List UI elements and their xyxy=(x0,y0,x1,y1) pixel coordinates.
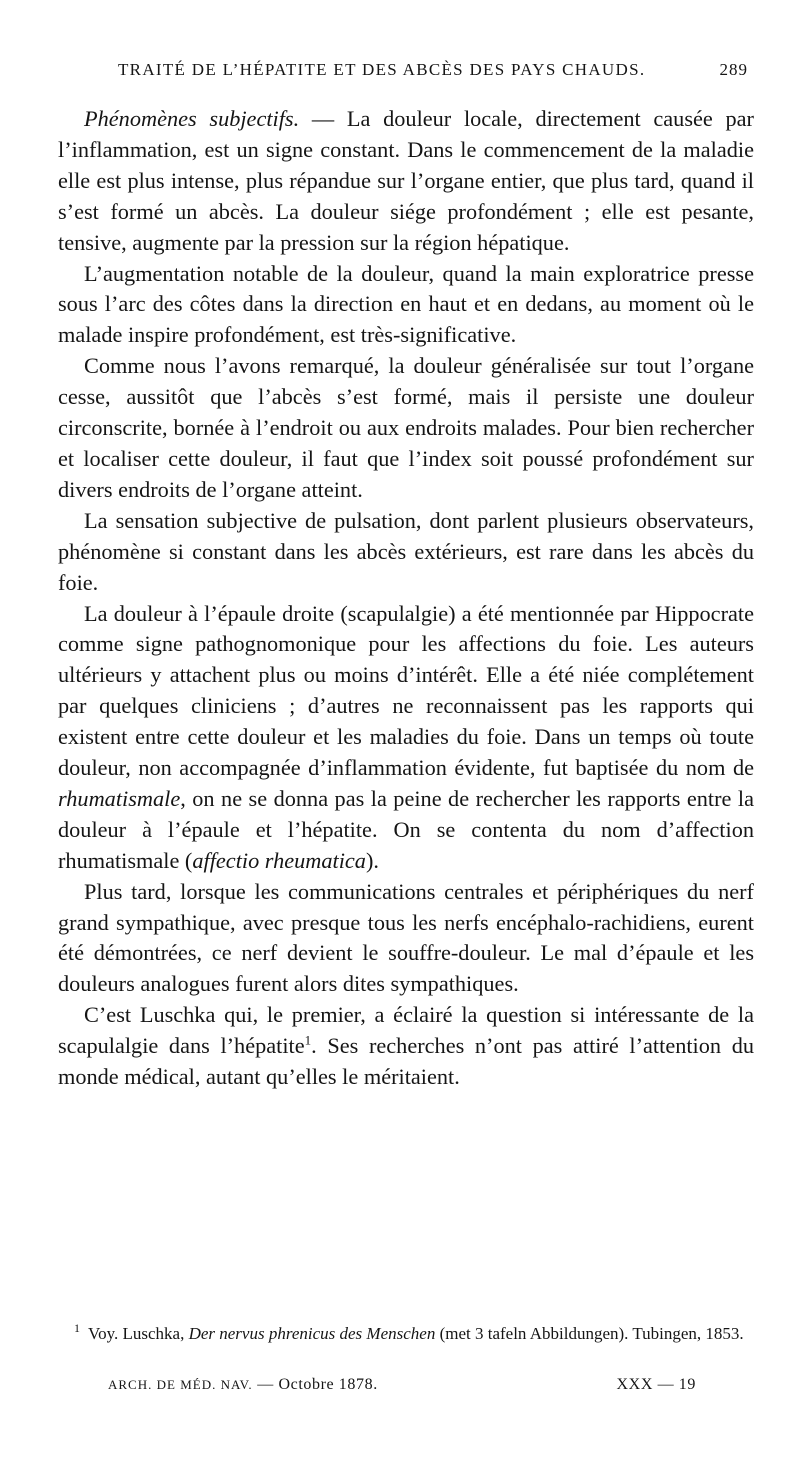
paragraph-luschka xyxy=(58,1000,754,1093)
page-number: 289 xyxy=(719,60,748,79)
footer-journal: ARCH. DE MÉD. NAV. xyxy=(108,1377,253,1392)
paragraph-text: La douleur à l’épaule droite (scapulalgie) a été mentionnée par Hippocrate comme signe pathognomonique pour les affections du foie. Les auteurs ultérieurs y attachent plus ou moins d’intérêt. Elle a été niée complétement par quelques cliniciens ; d’autres ne reconnaissent pas les rapports qui existent entre cette douleur et les maladies du foie. Dans un temps où toute douleur, non accompagnée d’inflammation évidente, fut baptisée du nom de xyxy=(58,600,754,781)
running-header xyxy=(118,60,748,80)
footer-signature: XXX — 19 xyxy=(616,1376,696,1393)
italic-term: rhumatismale xyxy=(58,785,181,811)
paragraph-text: . Ses recherches n’ont pas attiré l’attention du monde médical, autant qu’elles le méritaient. xyxy=(58,1033,754,1090)
paragraph-circumscribed-pain: Comme nous l’avons remarqué, la douleur généralisée sur tout l’organe cesse, aussitôt que l’abcès s’est formé, mais il persiste une douleur circonscrite, bornée à l’endroit ou aux endroits malades. Pour bien rechercher et localiser cette douleur, il faut que l’index soit poussé profondément sur divers endroits de l’organe atteint. xyxy=(58,353,754,502)
footnote-text xyxy=(58,1322,754,1345)
footnote-cited-title: Der nervus phrenicus des Menschen xyxy=(188,1324,436,1343)
page-footer xyxy=(108,1376,696,1394)
paragraph-text: — La douleur locale, directement causée par l’inflammation, est un signe constant. Dans le commencement de la maladie elle est plus intense, plus répandue sur l’organe entier, que plus tard, quand il s’est formé un abcès. La douleur siége profondément ; elle est pesante, tensive, augmente par la pression sur la région hépatique. xyxy=(58,106,754,255)
section-heading: Phénomènes subjectifs. xyxy=(84,106,300,131)
footer-date: — Octobre 1878. xyxy=(257,1376,378,1393)
footer-journal-date xyxy=(108,1376,378,1394)
body-text xyxy=(58,104,754,1093)
paragraph-pain-increase: L’augmentation notable de la douleur, quand la main exploratrice presse sous l’arc des côtes dans la direction en haut et en dedans, au moment où le malade inspire profondément, est très-significative. xyxy=(58,260,754,348)
paragraph-subjective-phenomena xyxy=(58,104,754,259)
paragraph-text: C’est Luschka qui, le premier, a éclairé la question si intéressante de la scapulalgie dans l’hépatite xyxy=(58,1002,754,1059)
paragraph-text: , on ne se donna pas la peine de rechercher les rapports entre la douleur à l’épaule et l’hépatite. On se contenta du nom d’affection rhumatismale ( xyxy=(58,785,754,873)
paragraph-sympathetic-nerve: Plus tard, lorsque les communications centrales et périphériques du nerf grand sympathique, avec presque tous les nerfs encéphalo-rachidiens, eurent été démontrées, ce nerf devient le souffre-douleur. Le mal d’épaule et les douleurs analogues furent alors dites sympathiques. xyxy=(58,878,754,997)
paragraph-scapulalgia xyxy=(58,599,754,877)
italic-term: affectio rheumatica xyxy=(192,847,366,873)
paragraph-text: ). xyxy=(365,847,379,873)
footnote-prefix: Voy. Luschka, xyxy=(88,1324,189,1343)
running-title: TRAITÉ DE L’HÉPATITE ET DES ABCÈS DES PAYS CHAUDS. xyxy=(118,60,646,79)
footnote xyxy=(58,1322,754,1345)
footnote-suffix: (met 3 tafeln Abbildungen). Tubingen, 1853. xyxy=(435,1324,744,1343)
paragraph-pulsation: La sensation subjective de pulsation, dont parlent plusieurs observateurs, phénomène si constant dans les abcès extérieurs, est rare dans les abcès du foie. xyxy=(58,507,754,595)
footnote-reference[interactable]: 1 xyxy=(304,1032,312,1048)
footnote-marker: 1 xyxy=(74,1321,80,1336)
